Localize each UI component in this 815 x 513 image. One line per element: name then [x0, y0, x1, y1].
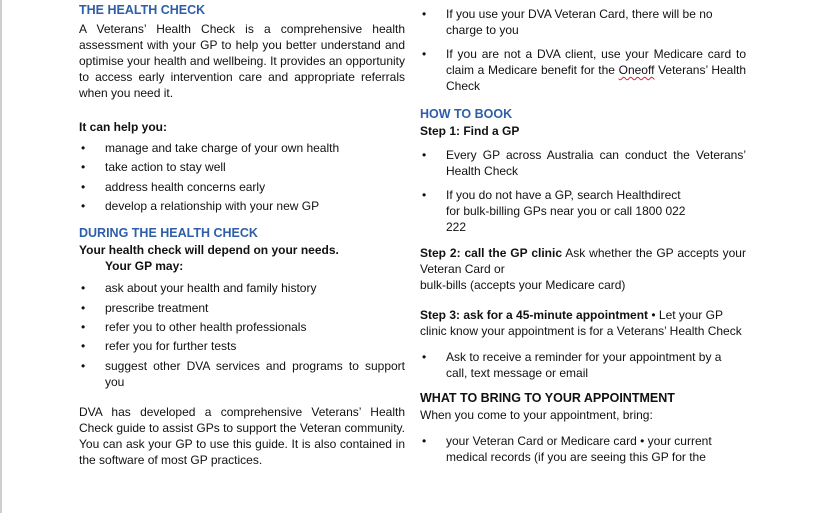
top-list — [420, 6, 746, 94]
how-to-book-heading: HOW TO BOOK — [420, 107, 513, 121]
misspelled-word: Oneoff — [618, 63, 655, 77]
list-item: • refer you to other health professionals — [79, 319, 405, 335]
list-item: • refer you for further tests — [79, 338, 405, 354]
right-column — [420, 0, 746, 473]
list-item: • your Veteran Card or Medicare card • your current medical records (if you are seeing this GP for the — [420, 433, 746, 465]
step3-text: • Let your GP clinic know your appointment is for a Veterans’ Health Check — [420, 308, 742, 338]
guide-paragraph: DVA has developed a comprehensive Veterans’ Health Check guide to assist GPs to support the Veteran community. You can ask your GP to use this guide. It is also contained in the software of most GP practices. — [79, 404, 405, 467]
list-item: • suggest other DVA services and programs to support you — [79, 358, 405, 390]
step1-list — [420, 147, 746, 235]
during-list — [79, 280, 405, 390]
help-list — [79, 140, 405, 214]
step2-paragraph — [420, 245, 746, 277]
during-sub1: Your health check will depend on your needs. — [79, 243, 339, 258]
list-item: • If you do not have a GP, search Healthdirect for bulk-billing GPs near you or call 1800 022 222 — [420, 187, 746, 235]
health-check-body: A Veterans’ Health Check is a comprehensive health assessment with your GP to help you better understand and optimise your health and wellbeing. It provides an opportunity to access early intervention care and appropriate referrals when you need it. — [79, 22, 405, 100]
list-item: • prescribe treatment — [79, 300, 405, 316]
list-item: • If you use your DVA Veteran Card, there will be no charge to you — [420, 6, 746, 38]
left-column — [79, 0, 405, 468]
step3-list — [420, 349, 746, 381]
step1-label: Step 1: Find a GP — [420, 124, 520, 138]
list-item: • Ask to receive a reminder for your appointment by a call, text message or email — [420, 349, 746, 381]
step2-label: Step 2: call the GP clinic — [420, 246, 563, 260]
list-item: • ask about your health and family history — [79, 280, 405, 296]
bring-list — [420, 433, 746, 465]
medicare-text: If you are not a DVA client, use your Medicare card to claim a Medicare benefit for the Oneoff Veterans’ Health Check — [446, 47, 747, 93]
bring-lead: When you come to your appointment, bring: — [420, 408, 653, 422]
list-item: • take action to stay well — [79, 159, 405, 175]
step3-paragraph — [420, 307, 746, 339]
list-item: • Every GP across Australia can conduct the Veterans’ Health Check — [420, 147, 746, 179]
page-edge — [0, 0, 2, 513]
bring-heading: WHAT TO BRING TO YOUR APPOINTMENT — [420, 391, 675, 405]
list-item: • manage and take charge of your own health — [79, 140, 405, 156]
step2-text2: bulk-bills (accepts your Medicare card) — [420, 278, 626, 292]
health-check-heading: THE HEALTH CHECK — [79, 3, 206, 17]
list-item: • address health concerns early — [79, 179, 405, 195]
step3-label: Step 3: ask for a 45-minute appointment — [420, 308, 649, 322]
during-heading: DURING THE HEALTH CHECK — [79, 226, 258, 241]
help-lead: It can help you: — [79, 120, 168, 134]
list-item-medicare — [420, 46, 746, 94]
list-item: • develop a relationship with your new GP — [79, 198, 405, 214]
step2-text: Ask whether the GP accepts your Veteran Card or — [420, 246, 746, 276]
during-sub2: Your GP may: — [105, 259, 184, 274]
